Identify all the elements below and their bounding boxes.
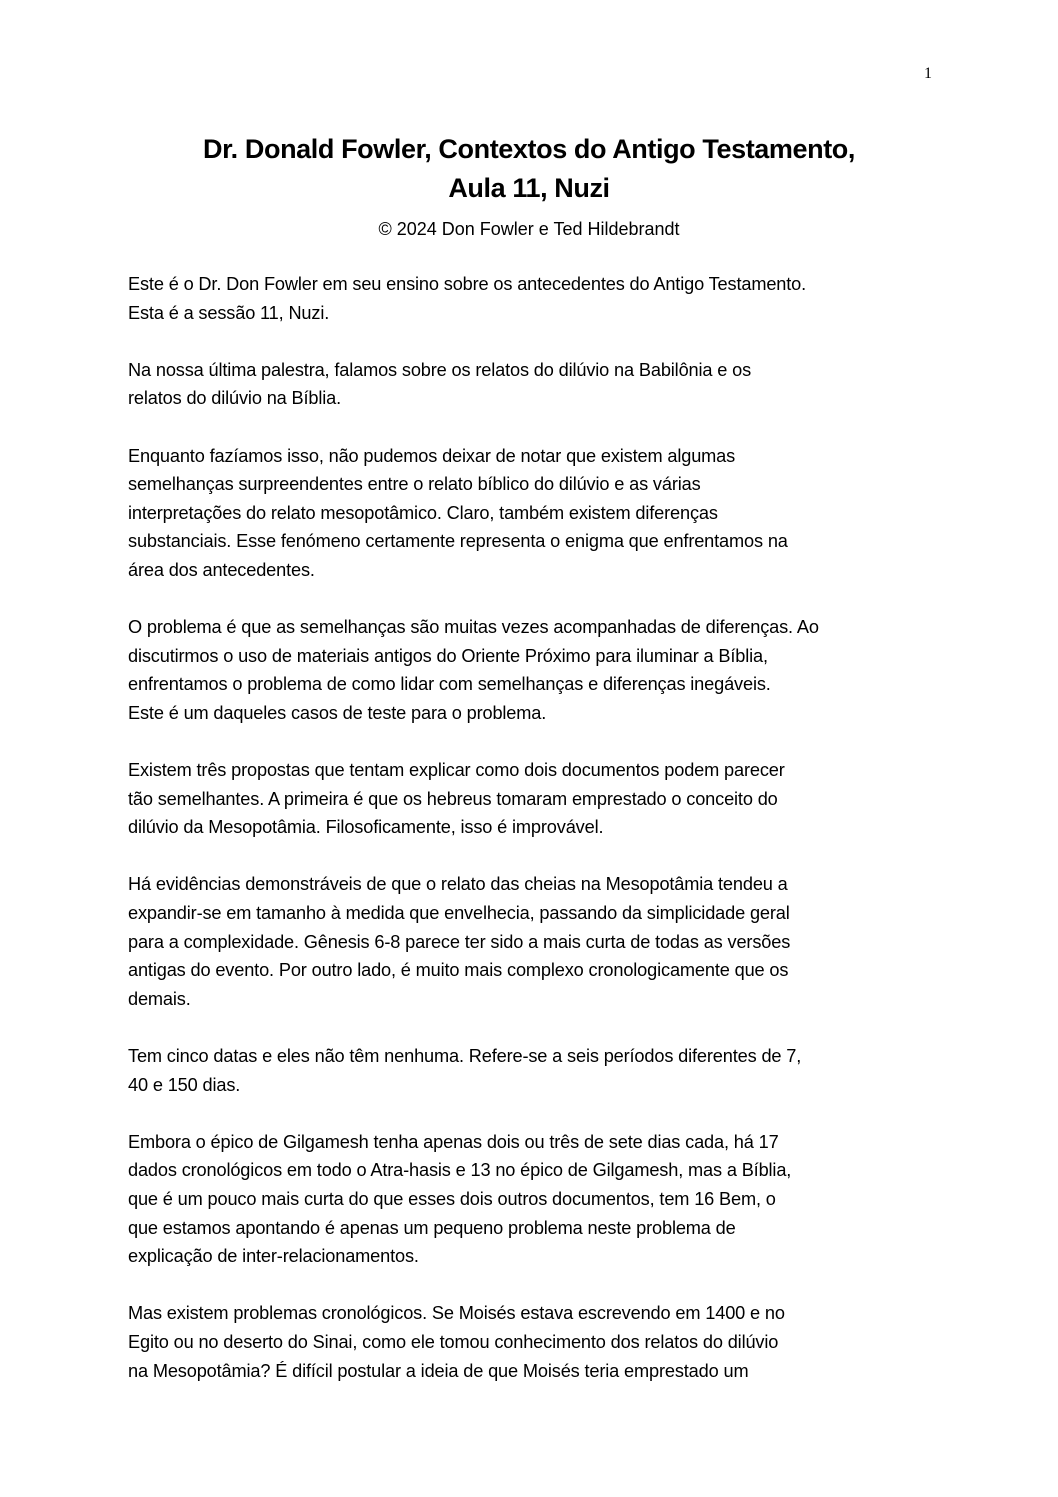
- text-line: expandir-se em tamanho à medida que envelhecia, passando da simplicidade geral: [128, 903, 790, 924]
- text-line: Este é o Dr. Don Fowler em seu ensino sobre os antecedentes do Antigo Testamento.: [128, 274, 807, 294]
- text-line: Na nossa última palestra, falamos sobre os relatos do dilúvio na Babilônia e os: [128, 359, 752, 380]
- text-line: que estamos apontando é apenas um pequeno problema neste problema de: [128, 1217, 736, 1238]
- text-line: área dos antecedentes.: [128, 559, 315, 580]
- copyright-notice: © 2024 Don Fowler e Ted Hildebrandt: [378, 219, 680, 239]
- text-line: que é um pouco mais curta do que esses dois outros documentos, tem 16 Bem, o: [128, 1189, 776, 1209]
- text-line: dados cronológicos em todo o Atra-hasis e 13 no épico de Gilgamesh, mas a Bíblia,: [128, 1160, 792, 1181]
- paragraph: [128, 613, 938, 727]
- document-body: [128, 270, 938, 1414]
- text-line: Enquanto fazíamos isso, não pudemos deixar de notar que existem algumas: [128, 445, 736, 466]
- text-line: explicação de inter-relacionamentos.: [128, 1246, 419, 1267]
- text-line: Tem cinco datas e eles não têm nenhuma. Refere-se a seis períodos diferentes de 7,: [128, 1046, 802, 1067]
- text-line: Mas existem problemas cronológicos. Se Moisés estava escrevendo em 1400 e no: [128, 1303, 785, 1324]
- paragraph: [128, 442, 938, 585]
- text-line: antigas do evento. Por outro lado, é muito mais complexo cronologicamente que os: [128, 960, 789, 981]
- text-line: interpretações do relato mesopotâmico. Claro, também existem diferenças: [128, 502, 718, 523]
- text-line: Este é um daqueles casos de teste para o problema.: [128, 702, 547, 723]
- paragraph: [128, 870, 938, 1013]
- text-line: Existem três propostas que tentam explicar como dois documentos podem parecer: [128, 760, 785, 781]
- text-line: Esta é a sessão 11, Nuzi.: [128, 302, 330, 323]
- title-line: Dr. Donald Fowler, Contextos do Antigo Testamento,: [202, 134, 856, 164]
- text-line: demais.: [128, 988, 191, 1009]
- page-number: 1: [924, 65, 932, 82]
- text-line: na Mesopotâmia? É difícil postular a ideia de que Moisés teria emprestado um: [128, 1360, 749, 1381]
- text-line: enfrentamos o problema de como lidar com semelhanças e diferenças inegáveis.: [128, 674, 771, 695]
- paragraph: [128, 1042, 938, 1099]
- text-line: Egito ou no deserto do Sinai, como ele tomou conhecimento dos relatos do dilúvio: [128, 1331, 779, 1352]
- text-line: 40 e 150 dias.: [128, 1074, 241, 1095]
- paragraph: [128, 270, 938, 327]
- text-line: discutirmos o uso de materiais antigos do Oriente Próximo para iluminar a Bíblia,: [128, 645, 768, 666]
- title-line: Aula 11, Nuzi: [448, 173, 610, 203]
- text-line: Há evidências demonstráveis de que o relato das cheias na Mesopotâmia tendeu a: [128, 874, 788, 895]
- text-line: relatos do dilúvio na Bíblia.: [128, 388, 342, 409]
- paragraph: [128, 1128, 938, 1271]
- paragraph: [128, 756, 938, 842]
- document-title: [120, 130, 938, 208]
- text-line: tão semelhantes. A primeira é que os hebreus tomaram emprestado o conceito do: [128, 788, 778, 809]
- text-line: Embora o épico de Gilgamesh tenha apenas dois ou três de sete dias cada, há 17: [128, 1131, 779, 1152]
- text-line: para a complexidade. Gênesis 6-8 parece ter sido a mais curta de todas as versões: [128, 931, 791, 952]
- paragraph: [128, 1299, 938, 1385]
- paragraph: [128, 356, 938, 413]
- text-line: O problema é que as semelhanças são muitas vezes acompanhadas de diferenças. Ao: [128, 617, 819, 638]
- text-line: substanciais. Esse fenómeno certamente representa o enigma que enfrentamos na: [128, 531, 788, 552]
- text-line: dilúvio da Mesopotâmia. Filosoficamente, isso é improvável.: [128, 817, 604, 838]
- text-line: semelhanças surpreendentes entre o relato bíblico do dilúvio e as várias: [128, 474, 701, 495]
